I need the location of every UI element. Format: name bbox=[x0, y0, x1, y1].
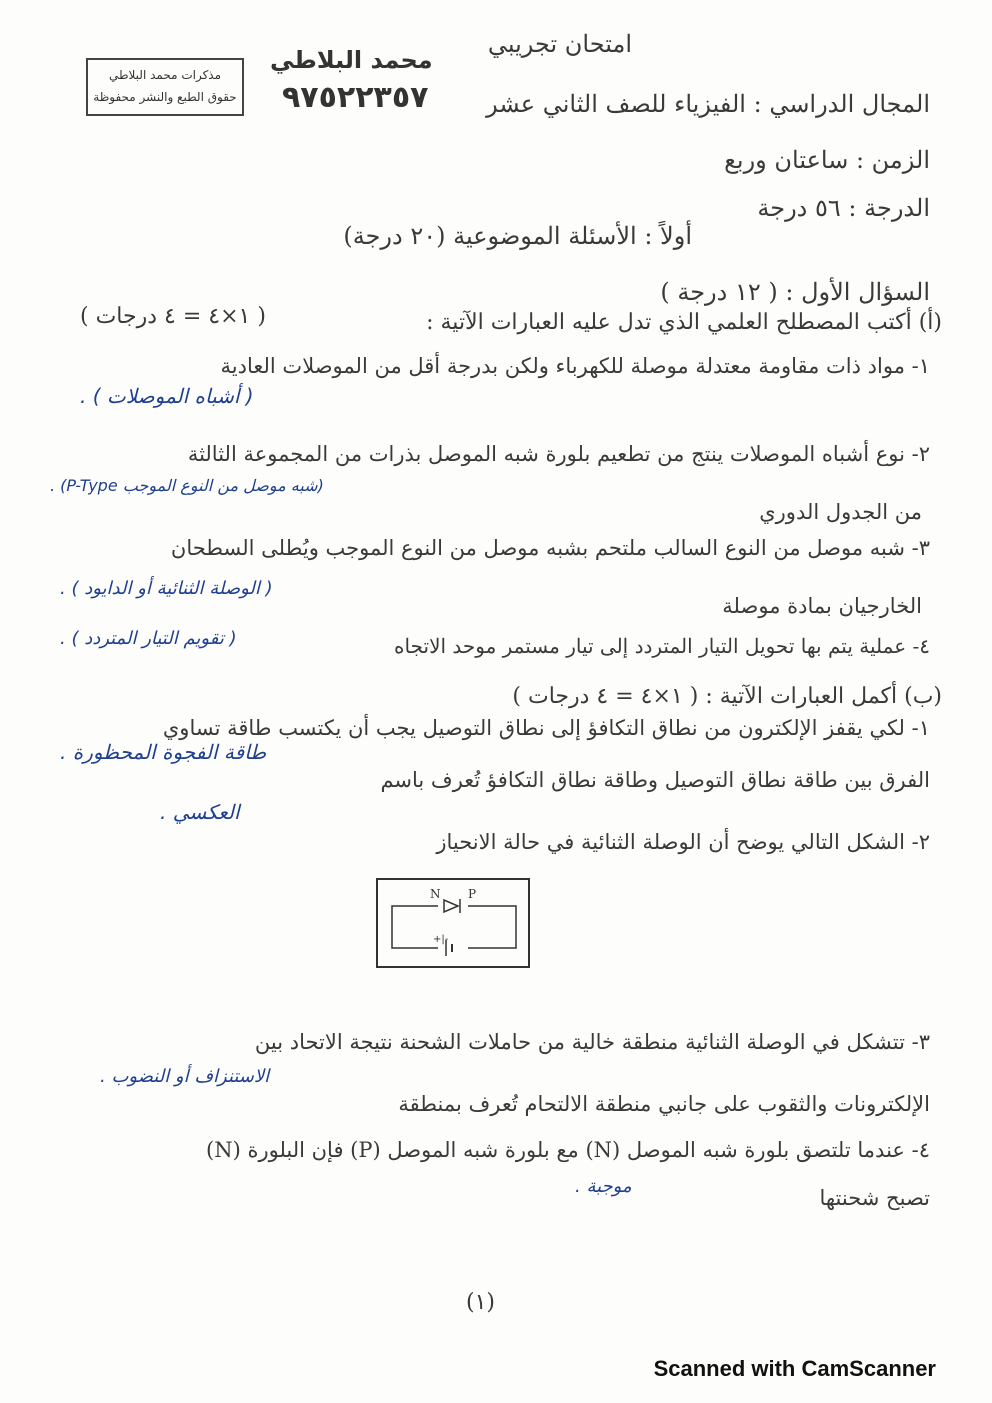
part-a-item-4: ٤- عملية يتم بها تحويل التيار المتردد إلى تيار مستمر موحد الاتجاه bbox=[394, 634, 930, 658]
part-b-answer-2: العكسي . bbox=[160, 800, 240, 824]
circuit-diagram bbox=[376, 878, 530, 968]
page-number: (١) bbox=[466, 1290, 496, 1315]
part-b-item-1: ١- لكي يقفز الإلكترون من نطاق التكافؤ إلى نطاق التوصيل يجب أن يكتسب طاقة تساوي bbox=[162, 716, 930, 740]
part-b-item-4-cont: تصبح شحنتها bbox=[819, 1186, 930, 1210]
battery-label: +|- bbox=[433, 934, 449, 945]
part-a-answer-2: (شبه موصل من النوع الموجب P-Type) . bbox=[50, 476, 324, 495]
exam-title: امتحان تجريبي bbox=[487, 30, 632, 58]
author-name: محمد البلاطي bbox=[270, 46, 433, 74]
part-b-answer-4: موجبة . bbox=[575, 1176, 632, 1197]
publisher-stamp bbox=[86, 58, 244, 116]
part-b-instruction: (ب) أكمل العبارات الآتية : ( ١×٤ = ٤ درجات ) bbox=[512, 684, 942, 709]
part-b-answer-3: الاستنزاف أو النضوب . bbox=[100, 1066, 270, 1087]
part-a-item-2-cont: من الجدول الدوري bbox=[759, 500, 922, 524]
part-b-answer-1: طاقة الفجوة المحظورة . bbox=[60, 740, 267, 764]
diode-gap bbox=[438, 900, 468, 912]
part-b-item-3-cont: الإلكترونات والثقوب على جانبي منطقة الالتحام تُعرف بمنطقة bbox=[398, 1092, 930, 1116]
part-b-item-1-cont: الفرق بين طاقة نطاق التوصيل وطاقة نطاق التكافؤ تُعرف باسم bbox=[380, 768, 930, 792]
exam-time: الزمن : ساعتان وربع bbox=[724, 146, 930, 174]
part-a-item-1: ١- مواد ذات مقاومة معتدلة موصلة للكهرباء ولكن بدرجة أقل من الموصلات العادية bbox=[220, 354, 930, 378]
question-1-title: السؤال الأول : ( ١٢ درجة ) bbox=[660, 278, 930, 306]
part-b-item-2: ٢- الشكل التالي يوضح أن الوصلة الثنائية في حالة الانحياز bbox=[436, 830, 930, 854]
part-a-instruction: (أ) أكتب المصطلح العلمي الذي تدل عليه العبارات الآتية : bbox=[426, 310, 942, 335]
scanner-watermark: Scanned with CamScanner bbox=[653, 1356, 936, 1381]
part-a-item-3-cont: الخارجيان بمادة موصلة bbox=[722, 594, 922, 618]
diode-p-label: P bbox=[468, 887, 477, 901]
section-heading: أولاً : الأسئلة الموضوعية (٢٠ درجة) bbox=[343, 222, 692, 250]
author-phone: ٩٧٥٢٢٣٥٧ bbox=[282, 80, 429, 115]
part-a-points: ( ١×٤ = ٤ درجات ) bbox=[80, 304, 266, 329]
part-b-item-4: ٤- عندما تلتصق بلورة شبه الموصل (N) مع بلورة شبه الموصل (P) فإن البلورة (N) bbox=[206, 1138, 930, 1162]
part-a-answer-1: ( أشباه الموصلات ) . bbox=[80, 384, 254, 408]
part-b-item-3: ٣- تتشكل في الوصلة الثنائية منطقة خالية من حاملات الشحنة نتيجة الاتحاد بين bbox=[254, 1030, 930, 1054]
part-a-item-3: ٣- شبه موصل من النوع السالب ملتحم بشبه موصل من النوع الموجب ويُطلى السطحان bbox=[170, 536, 930, 560]
stamp-line1: مذكرات محمد البلاطي bbox=[108, 68, 222, 82]
circuit-svg bbox=[378, 880, 528, 966]
diode-n-label: N bbox=[430, 887, 441, 901]
part-a-answer-4: ( تقويم التيار المتردد ) . bbox=[60, 628, 237, 649]
stamp-line2: حقوق الطبع والنشر محفوظة bbox=[93, 90, 237, 104]
part-a-answer-3: ( الوصلة الثنائية أو الدايود ) . bbox=[60, 578, 273, 599]
part-a-item-2: ٢- نوع أشباه الموصلات ينتج من تطعيم بلورة شبه الموصل بذرات من المجموعة الثالثة bbox=[187, 442, 930, 466]
circuit-wire bbox=[392, 906, 516, 948]
exam-grade: الدرجة : ٥٦ درجة bbox=[757, 194, 930, 222]
exam-field: المجال الدراسي : الفيزياء للصف الثاني عشر bbox=[486, 90, 930, 118]
